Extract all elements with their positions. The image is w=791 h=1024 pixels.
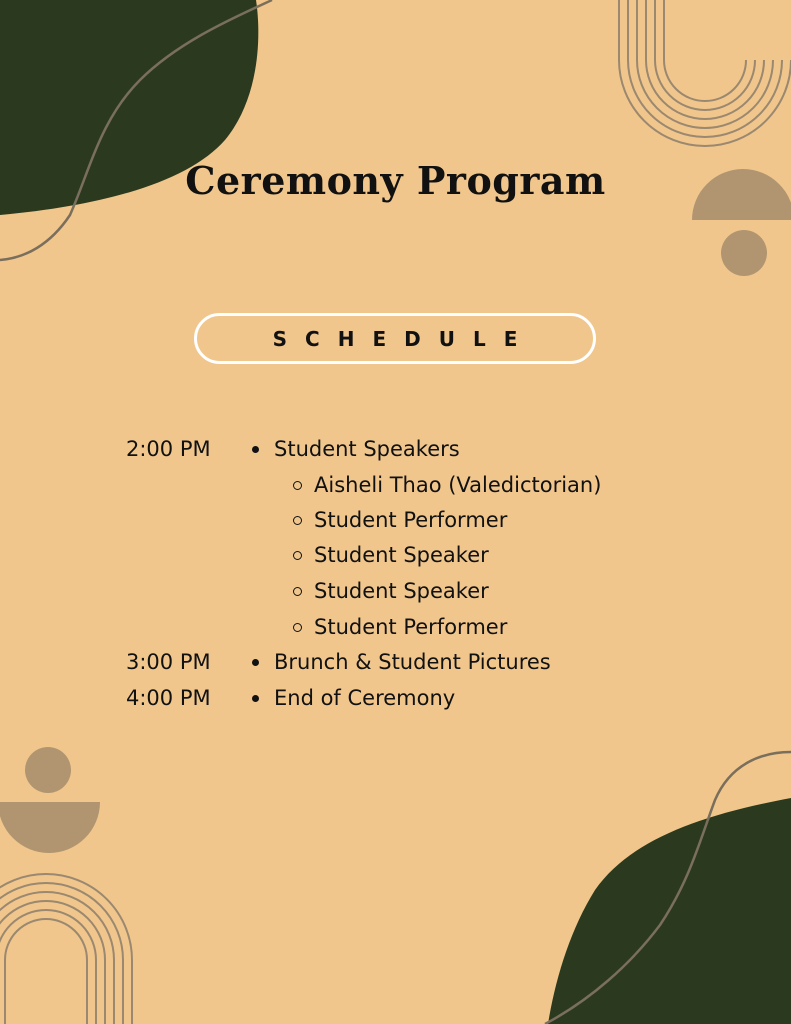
hollow-bullet-icon (293, 587, 302, 596)
hollow-bullet-icon (293, 623, 302, 632)
hollow-bullet-icon (293, 516, 302, 525)
schedule-time: 4:00 PM (126, 686, 211, 710)
bottom-left-circle (25, 747, 71, 793)
schedule-subitem-label: Student Performer (314, 508, 508, 532)
page-title: Ceremony Program (185, 158, 606, 203)
schedule-subitem-label: Student Speaker (314, 579, 489, 603)
schedule-time: 3:00 PM (126, 650, 211, 674)
schedule-subitem-label: Student Speaker (314, 543, 489, 567)
bottom-left-arches (0, 874, 132, 1024)
schedule-item: Brunch & Student Pictures (274, 650, 551, 674)
schedule-item: Student Speakers (274, 437, 460, 461)
schedule-subitem-label: Aisheli Thao (Valedictorian) (314, 473, 602, 497)
schedule-item: End of Ceremony (274, 686, 456, 710)
bullet-icon (252, 695, 259, 702)
schedule-header-pill (194, 313, 596, 364)
schedule-subitem-label: Student Performer (314, 615, 508, 639)
bullet-icon (252, 659, 259, 666)
schedule-label: SCHEDULE (272, 326, 536, 351)
bullet-icon (252, 446, 259, 453)
hollow-bullet-icon (293, 481, 302, 490)
top-right-circle (721, 230, 767, 276)
bottom-left-half-circle (0, 802, 100, 853)
hollow-bullet-icon (293, 551, 302, 560)
schedule-time: 2:00 PM (126, 437, 211, 461)
top-right-arches (619, 0, 791, 146)
